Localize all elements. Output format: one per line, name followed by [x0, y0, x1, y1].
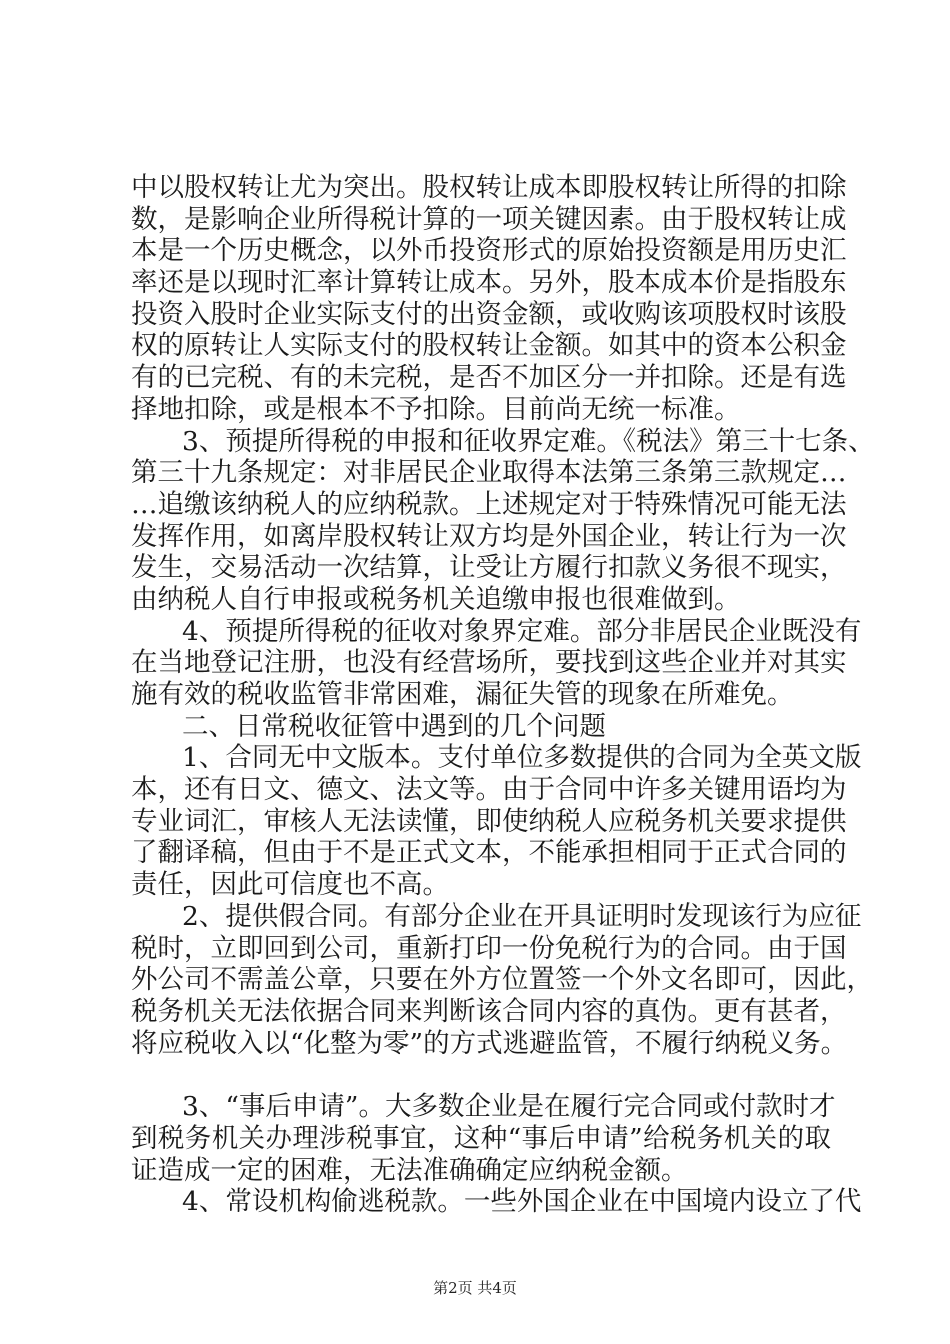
- text-line-2: 数，是影响企业所得税计算的一项关键因素。由于股权转让成: [131, 203, 847, 235]
- text-line-27: 税务机关无法依据合同来判断该合同内容的真伪。更有甚者，: [131, 995, 847, 1027]
- paragraph-4-line-1: 4、预提所得税的征收对象界定难。部分非居民企业既没有: [182, 615, 862, 647]
- text-line-16: 在当地登记注册，也没有经营场所，要找到这些企业并对其实: [131, 647, 847, 679]
- text-line-1: 中以股权转让尤为突出。股权转让成本即股权转让所得的扣除: [131, 172, 847, 203]
- text-line-5: 投资入股时企业实际支付的出资金额，或收购该项股权时该股: [131, 298, 847, 330]
- paragraph-s4-line-1: 4、常设机构偷逃税款。一些外国企业在中国境内设立了代: [182, 1186, 862, 1218]
- text-line-31: 到税务机关办理涉税事宜，这种“事后申请”给税务机关的取: [131, 1122, 831, 1154]
- paragraph-s2-line-1: 2、提供假合同。有部分企业在开具证明时发现该行为应征: [182, 900, 862, 932]
- text-line-3: 本是一个历史概念，以外币投资形式的原始投资额是用历史汇: [131, 235, 847, 267]
- text-line-11: …追缴该纳税人的应纳税款。上述规定对于特殊情况可能无法: [131, 488, 847, 520]
- text-line-28: 将应税收入以“化整为零”的方式逃避监管，不履行纳税义务。: [131, 1027, 848, 1059]
- text-line-17: 施有效的税收监管非常困难，漏征失管的现象在所难免。: [131, 679, 794, 710]
- section-heading: 二、日常税收征管中遇到的几个问题: [182, 710, 606, 742]
- page-number-footer: 第2页 共4页: [433, 1279, 517, 1297]
- paragraph-s1-line-1: 1、合同无中文版本。支付单位多数提供的合同为全英文版: [182, 742, 862, 774]
- text-line-20: 本，还有日文、德文、法文等。由于合同中许多关键用语均为: [131, 774, 847, 806]
- document-body: [131, 172, 875, 1218]
- text-line-21: 专业词汇，审核人无法读懂，即使纳税人应税务机关要求提供: [131, 805, 847, 837]
- text-line-32: 证造成一定的困难，无法准确确定应纳税金额。: [131, 1154, 688, 1186]
- text-line-8: 择地扣除，或是根本不予扣除。目前尚无统一标准。: [131, 393, 741, 425]
- text-line-26: 外公司不需盖公章，只要在外方位置签一个外文名即可，因此，: [131, 964, 873, 996]
- text-line-14: 由纳税人自行申报或税务机关追缴申报也很难做到。: [131, 583, 741, 615]
- paragraph-s3-line-1: 3、“事后申请”。大多数企业是在履行完合同或付款时才: [182, 1091, 836, 1123]
- text-line-10: 第三十九条规定：对非居民企业取得本法第三条第三款规定…: [131, 457, 847, 489]
- text-line-7: 有的已完税、有的未完税，是否不加区分一并扣除。还是有选: [131, 362, 847, 394]
- text-line-23: 责任，因此可信度也不高。: [131, 869, 449, 901]
- text-line-6: 权的原转让人实际支付的股权转让金额。如其中的资本公积金: [131, 330, 847, 362]
- text-line-22: 了翻译稿，但由于不是正式文本，不能承担相同于正式合同的: [131, 837, 847, 869]
- text-line-4: 率还是以现时汇率计算转让成本。另外，股本成本价是指股东: [131, 267, 847, 299]
- text-line-25: 税时，立即回到公司，重新打印一份免税行为的合同。由于国: [131, 932, 847, 964]
- blank-line: [131, 1059, 831, 1091]
- paragraph-3-line-1: 3、预提所得税的申报和征收界定难。《税法》第三十七条、: [182, 425, 875, 457]
- text-line-13: 发生，交易活动一次结算，让受让方履行扣款义务很不现实，: [131, 552, 847, 584]
- text-line-12: 发挥作用，如离岸股权转让双方均是外国企业，转让行为一次: [131, 520, 847, 552]
